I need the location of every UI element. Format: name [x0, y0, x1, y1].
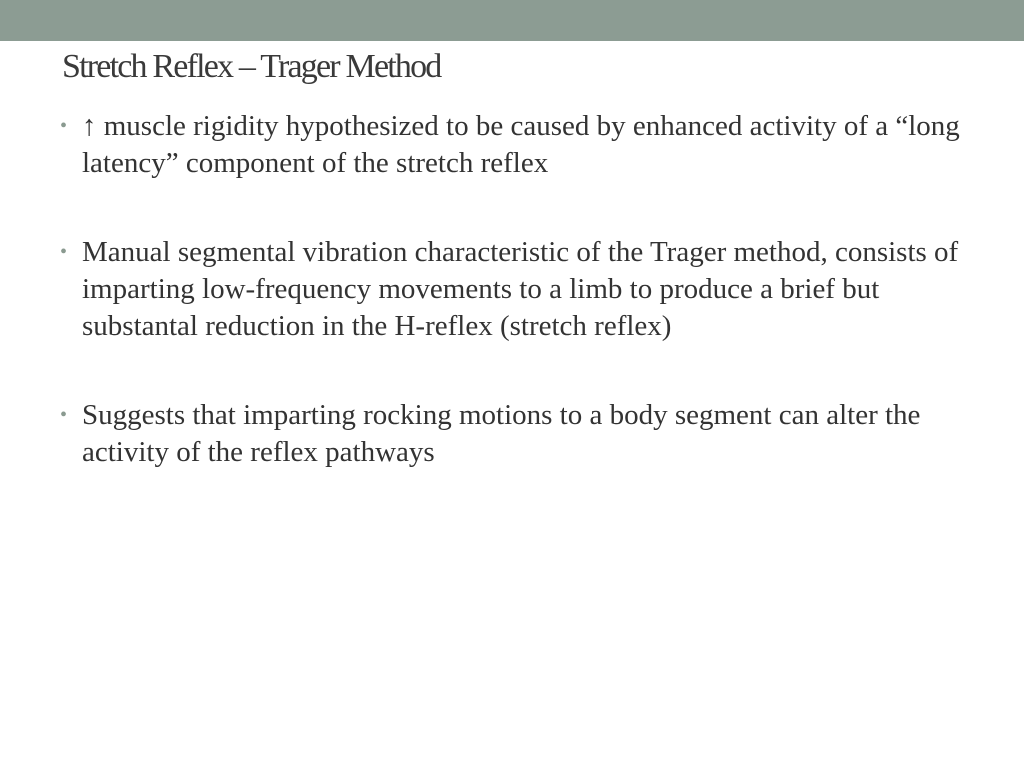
- bullet-marker: •: [60, 241, 68, 263]
- bullet-item: [60, 234, 970, 345]
- bullet-marker: •: [60, 115, 68, 137]
- bullet-text: ↑ muscle rigidity hypothesized to be caused by enhanced activity of a “long latency” component of the stretch reflex: [82, 110, 960, 179]
- header-accent-bar: [0, 0, 1024, 41]
- bullet-item: [60, 397, 970, 471]
- bullet-marker: •: [60, 404, 68, 426]
- bullet-item: [60, 108, 970, 182]
- bullet-text: Suggests that imparting rocking motions to a body segment can alter the activity of the reflex pathways: [82, 399, 921, 468]
- bullet-list: [60, 108, 970, 523]
- slide-title: Stretch Reflex – Trager Method: [62, 48, 441, 85]
- bullet-text: Manual segmental vibration characteristic of the Trager method, consists of imparting low-frequency movements to a limb to produce a brief but substantal reduction in the H-reflex (stretch reflex): [82, 236, 959, 342]
